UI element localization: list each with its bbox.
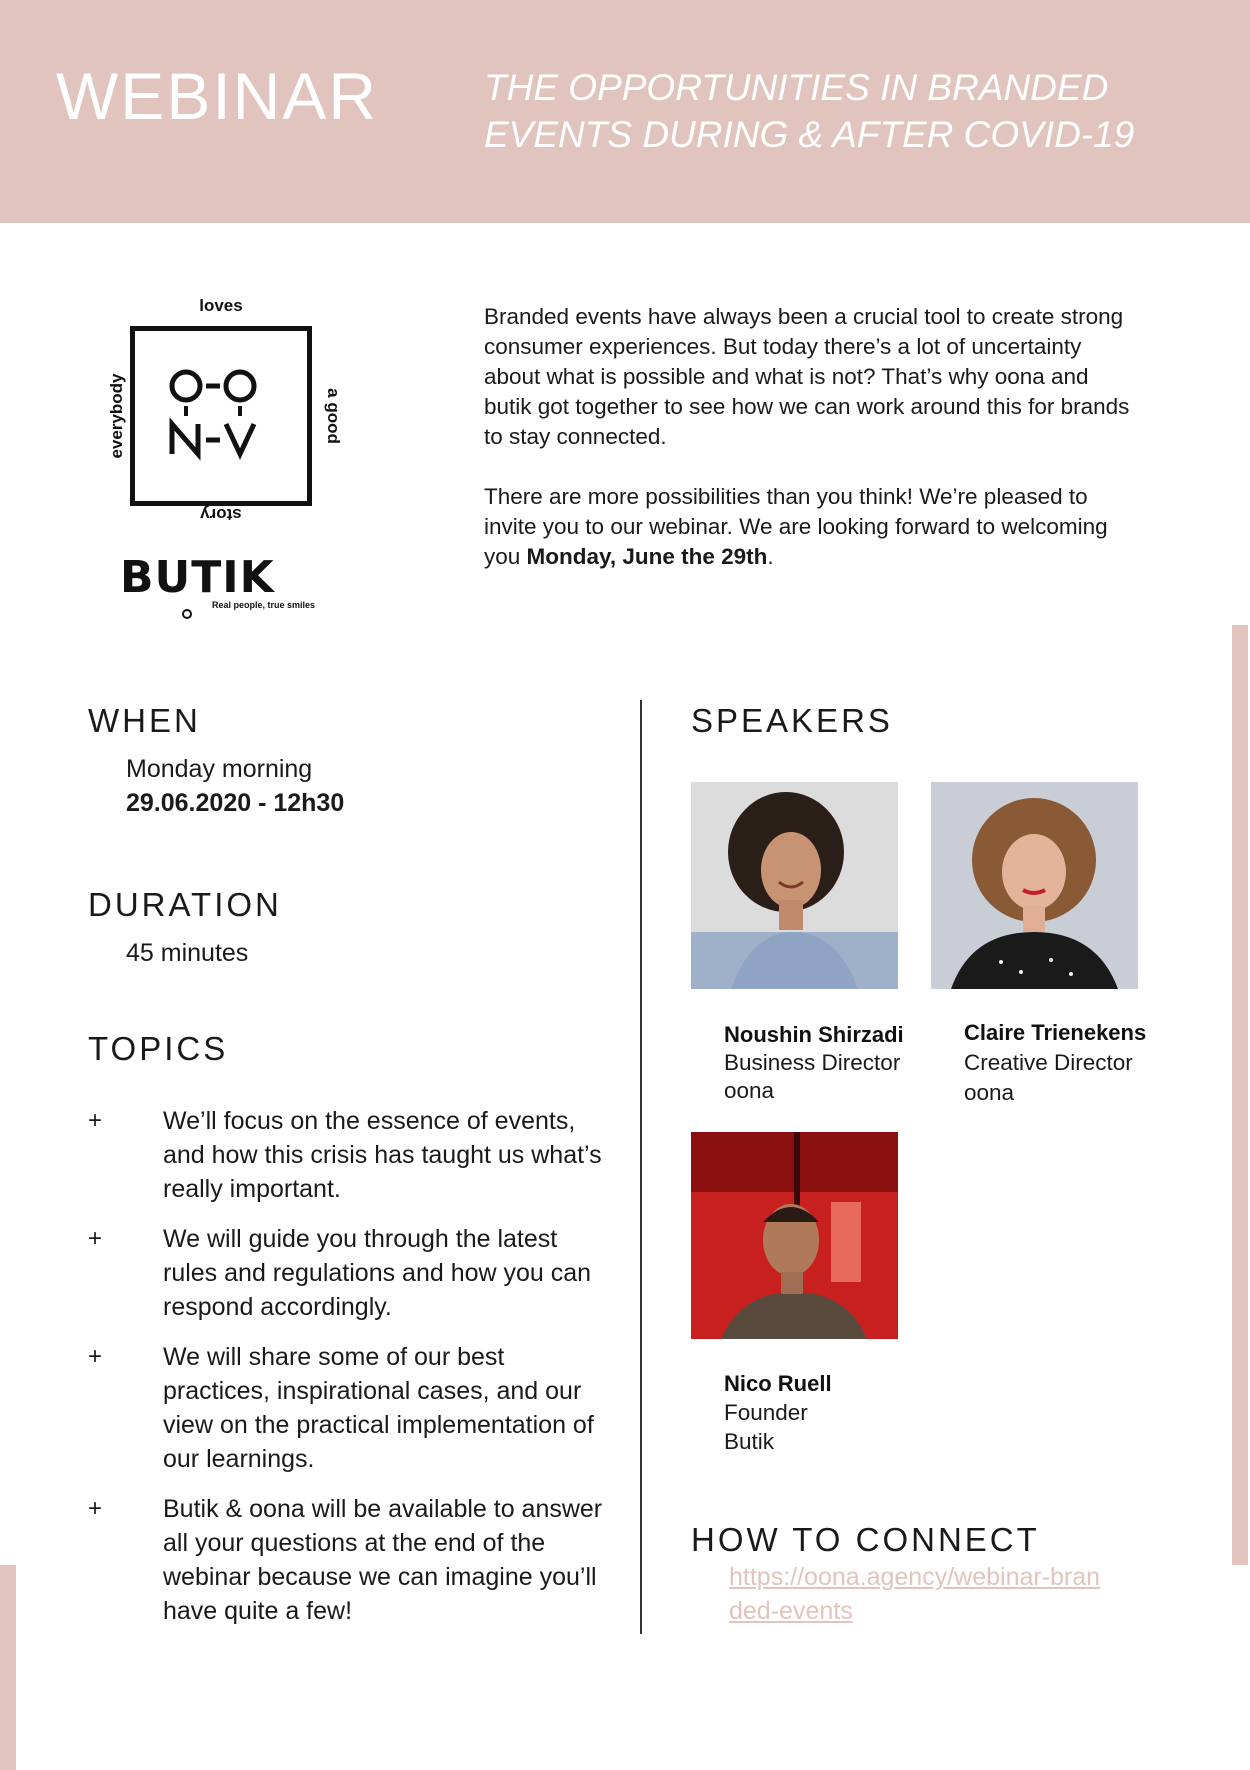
speaker-role: Creative Director (964, 1050, 1133, 1075)
butik-logo (120, 552, 330, 620)
logo-word-right: a good (324, 388, 343, 444)
intro-paragraph-2-end: . (767, 544, 774, 569)
topic-item (88, 1340, 608, 1476)
topic-text: We will guide you through the latest rules and regulations and how you can respond accordingly. (163, 1225, 592, 1321)
speaker-photo-nico (691, 1132, 898, 1339)
speakers-heading: SPEAKERS (691, 702, 893, 739)
portrait-icon (931, 782, 1138, 989)
speaker-photo-claire (931, 782, 1138, 989)
intro-paragraph-1: Branded events have always been a crucial tool to create strong consumer experiences. But today there’s a lot of uncertainty about what is possible and what is not? That’s why oona and butik got together to see how we can work around this for brands to stay connected. (484, 304, 1130, 449)
speaker-org: Butik (724, 1429, 775, 1454)
speaker-name: Noushin Shirzadi (724, 1022, 904, 1047)
topics-heading: TOPICS (88, 1030, 229, 1067)
topic-text: Butik & oona will be available to answer all your questions at the end of the webinar because we can imagine you’ll have quite a few! (163, 1495, 603, 1625)
when-line-1: Monday morning (126, 755, 313, 783)
plus-icon: + (88, 1225, 103, 1252)
butik-wordmark: BUTIK (120, 552, 275, 603)
duration-heading: DURATION (88, 886, 282, 923)
topic-item (88, 1492, 608, 1628)
speaker-name: Claire Trienekens (964, 1020, 1147, 1045)
header-banner (0, 0, 1250, 223)
accent-bar-right (1232, 625, 1248, 1565)
portrait-icon (691, 782, 898, 989)
speaker-role: Founder (724, 1400, 808, 1425)
portrait-icon (691, 1132, 898, 1339)
intro-paragraph-2-lead: There are more possibilities than you think! We’re pleased to invite you to our webinar. We are looking forward to welcoming you (484, 484, 1108, 569)
webinar-link[interactable]: https://oona.agency/webinar-branded-events (729, 1563, 1101, 1625)
page-title (484, 64, 1224, 158)
accent-bar-left (0, 1565, 16, 1770)
butik-tagline: Real people, true smiles (212, 600, 316, 610)
speaker-name: Nico Ruell (724, 1371, 832, 1396)
logo-word-bottom: story (200, 505, 242, 524)
speaker-org: oona (964, 1080, 1015, 1105)
speaker-photo-noushin (691, 782, 898, 989)
plus-icon: + (88, 1107, 103, 1134)
logo-word-left: everybody (107, 373, 126, 459)
oona-mark-icon (168, 366, 272, 462)
intro-date-highlight: Monday, June the 29th (526, 544, 768, 569)
webinar-label: WEBINAR (56, 59, 379, 133)
topic-text: We will share some of our best practices, inspirational cases, and our view on the practical implementation of our learnings. (163, 1343, 594, 1473)
topics-list (88, 1104, 608, 1644)
connect-heading: HOW TO CONNECT (691, 1521, 1040, 1558)
topic-item (88, 1222, 608, 1324)
speaker-org: oona (724, 1078, 775, 1103)
intro-paragraph-2 (484, 482, 1134, 572)
plus-icon: + (88, 1343, 103, 1370)
column-divider (640, 700, 642, 1634)
speaker-role: Business Director (724, 1050, 901, 1075)
title-line-2: EVENTS DURING & AFTER COVID-19 (484, 114, 1135, 155)
butik-dot-icon (182, 609, 192, 619)
logo-word-top: loves (199, 296, 243, 315)
oona-logo (102, 296, 343, 528)
duration-value: 45 minutes (126, 939, 249, 967)
topic-item (88, 1104, 608, 1206)
intro-text (484, 302, 1134, 602)
when-datetime: 29.06.2020 - 12h30 (126, 789, 345, 817)
title-line-1: THE OPPORTUNITIES IN BRANDED (484, 67, 1109, 108)
topic-text: We’ll focus on the essence of events, and how this crisis has taught us what’s really important. (163, 1107, 602, 1203)
when-heading: WHEN (88, 702, 201, 739)
plus-icon: + (88, 1495, 103, 1522)
